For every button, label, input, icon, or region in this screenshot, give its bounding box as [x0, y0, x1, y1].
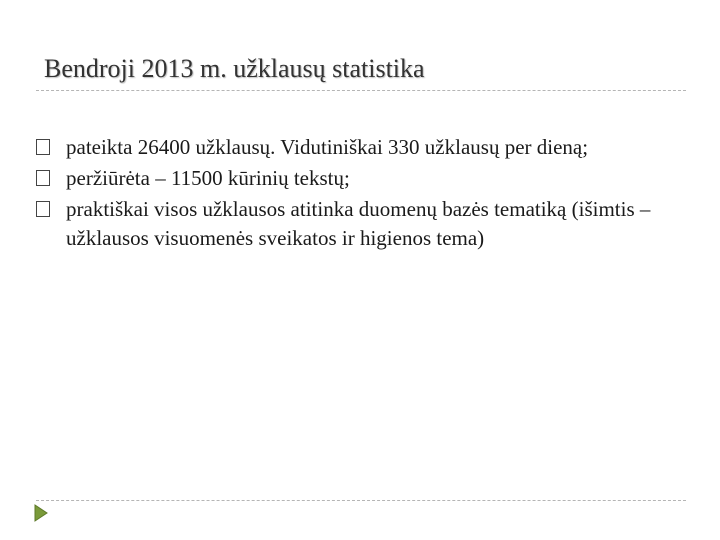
bullet-text: peržiūrėta – 11500 kūrinių tekstų;: [66, 166, 350, 190]
next-arrow-shape: [34, 504, 48, 522]
list-item: [36, 133, 656, 162]
list-item: [36, 195, 656, 253]
square-bullet-icon: [36, 201, 50, 217]
list-item: [36, 164, 656, 193]
footer-divider: [36, 500, 686, 501]
slide-title: Bendroji 2013 m. užklausų statistika: [44, 54, 425, 83]
square-bullet-icon: [36, 170, 50, 186]
bullet-list: [36, 133, 656, 255]
bullet-text: pateikta 26400 užklausų. Vidutiniškai 330 užklausų per dieną;: [66, 135, 589, 159]
next-arrow-icon[interactable]: [34, 504, 48, 527]
title-divider: [36, 90, 686, 91]
square-bullet-icon: [36, 139, 50, 155]
bullet-text: praktiškai visos užklausos atitinka duomenų bazės tematiką (išimtis – užklausos visuomenės sveikatos ir higienos tema): [66, 197, 651, 250]
